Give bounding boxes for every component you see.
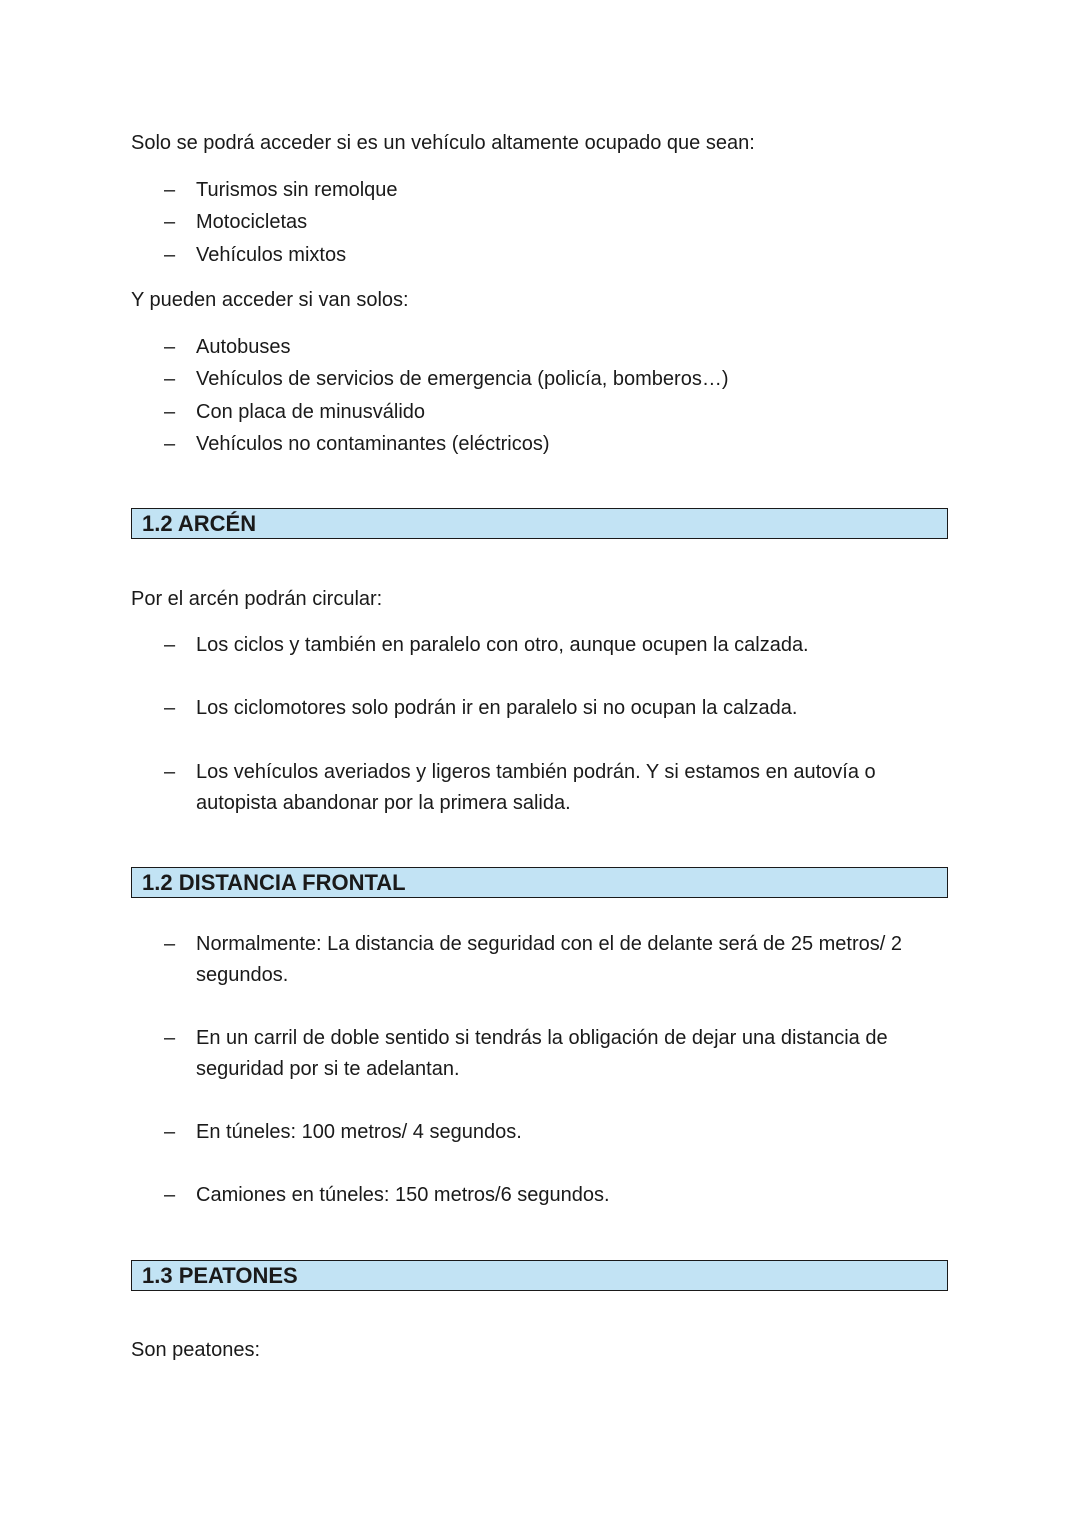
dash-bullet-icon: – (164, 761, 176, 783)
list-item-text: En túneles: 100 metros/ 4 segundos. (196, 1121, 522, 1143)
dash-bullet-icon: – (164, 368, 176, 390)
list-item-text: Los vehículos averiados y ligeros también podrán. Y si estamos en autovía o autopista abandonar por la primera salida. (196, 761, 876, 814)
list-item (164, 1023, 944, 1085)
list-item (164, 332, 944, 363)
list-item-text: Normalmente: La distancia de seguridad con el de delante será de 25 metros/ 2 segundos. (196, 933, 902, 986)
list-item (164, 1180, 944, 1211)
list-item (164, 630, 944, 661)
list-item-text: Vehículos de servicios de emergencia (policía, bomberos…) (196, 368, 729, 390)
list-item-text: Vehículos no contaminantes (eléctricos) (196, 433, 550, 455)
dash-bullet-icon: – (164, 1027, 176, 1049)
list-item-text: Con placa de minusválido (196, 401, 426, 423)
list-item (164, 693, 944, 724)
list-item (164, 240, 944, 271)
list-item (164, 364, 944, 395)
dash-bullet-icon: – (164, 211, 176, 233)
list-item-text: En un carril de doble sentido si tendrás la obligación de dejar una distancia de seguridad por si te adelantan. (196, 1027, 888, 1080)
list-item-text: Camiones en túneles: 150 metros/6 segundos. (196, 1184, 610, 1206)
dash-bullet-icon: – (164, 433, 176, 455)
list-item (164, 757, 944, 819)
section-heading-arcen: 1.2 ARCÉN (131, 508, 948, 539)
list-item (164, 175, 944, 206)
peatones-intro: Son peatones: (131, 1339, 260, 1361)
list-item-text: Los ciclos y también en paralelo con otro, aunque ocupen la calzada. (196, 634, 809, 656)
list-item-text: Vehículos mixtos (196, 244, 347, 266)
dash-bullet-icon: – (164, 1121, 176, 1143)
list-item (164, 397, 944, 428)
dash-bullet-icon: – (164, 634, 176, 656)
list-item (164, 429, 944, 460)
dash-bullet-icon: – (164, 336, 176, 358)
list-item-text: Autobuses (196, 336, 291, 358)
solo-intro: Y pueden acceder si van solos: (131, 289, 409, 311)
list-item-text: Los ciclomotores solo podrán ir en paralelo si no ocupan la calzada. (196, 697, 798, 719)
dash-bullet-icon: – (164, 1184, 176, 1206)
list-item (164, 929, 944, 991)
dash-bullet-icon: – (164, 179, 176, 201)
list-item (164, 1117, 944, 1148)
arcen-intro: Por el arcén podrán circular: (131, 588, 383, 610)
list-item (164, 207, 944, 238)
dash-bullet-icon: – (164, 697, 176, 719)
dash-bullet-icon: – (164, 401, 176, 423)
list-item-text: Motocicletas (196, 211, 308, 233)
list-item-text: Turismos sin remolque (196, 179, 398, 201)
dash-bullet-icon: – (164, 933, 176, 955)
hov-intro: Solo se podrá acceder si es un vehículo altamente ocupado que sean: (131, 132, 755, 154)
section-heading-peatones: 1.3 PEATONES (131, 1260, 948, 1291)
dash-bullet-icon: – (164, 244, 176, 266)
section-heading-distancia: 1.2 DISTANCIA FRONTAL (131, 867, 948, 898)
